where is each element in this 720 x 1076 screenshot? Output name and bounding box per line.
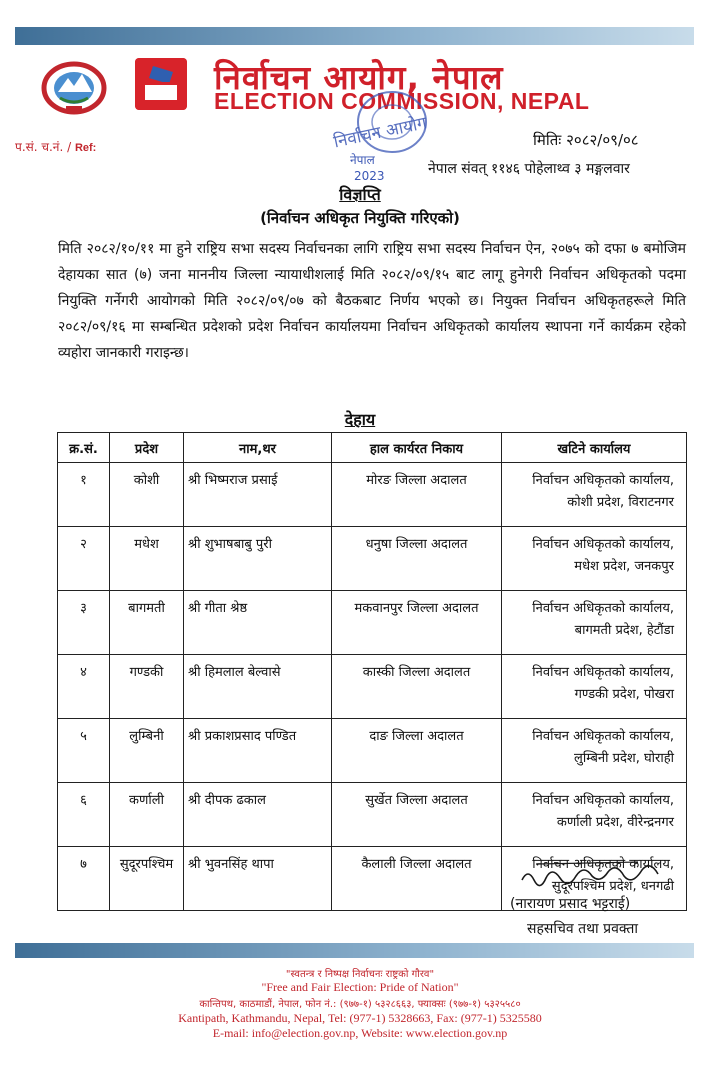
- cell-name: श्री गीता श्रेष्ठ: [184, 591, 332, 655]
- notice-title-text: विज्ञप्ति: [339, 185, 381, 204]
- cell-sn: ७: [58, 847, 110, 911]
- footer-contact: E-mail: info@election.gov.np, Website: www.election.gov.np: [212, 1026, 508, 1040]
- list-heading: [0, 408, 720, 430]
- cell-assigned-office: [502, 591, 687, 655]
- office-line-1: निर्वाचन अधिकृतको कार्यालय,: [532, 601, 674, 616]
- cell-current-office: दाङ जिल्ला अदालत: [332, 719, 502, 783]
- office-line-1: निर्वाचन अधिकृतको कार्यालय,: [532, 857, 674, 872]
- office-line-2: कोशी प्रदेश, विराटनगर: [567, 495, 674, 510]
- table-row: [58, 463, 687, 527]
- reference-line: [15, 138, 96, 155]
- cell-province: गण्डकी: [110, 655, 184, 719]
- office-line-1: निर्वाचन अधिकृतको कार्यालय,: [532, 665, 674, 680]
- stamp-year: 2023: [354, 169, 385, 183]
- col-header-province: प्रदेश: [110, 433, 184, 463]
- table-row: [58, 591, 687, 655]
- cell-assigned-office: [502, 655, 687, 719]
- official-stamp: [330, 88, 438, 184]
- cell-province: कोशी: [110, 463, 184, 527]
- cell-sn: ४: [58, 655, 110, 719]
- cell-province: सुदूरपश्चिम: [110, 847, 184, 911]
- cell-name: श्री प्रकाशप्रसाद पण्डित: [184, 719, 332, 783]
- office-line-2: बागमती प्रदेश, हेटौंडा: [574, 623, 674, 638]
- appointment-table: [57, 432, 687, 911]
- ballot-box-logo-icon: [135, 58, 187, 110]
- table-header-row: [58, 433, 687, 463]
- table-row: [58, 527, 687, 591]
- cell-assigned-office: [502, 719, 687, 783]
- col-header-name: नाम,थर: [184, 433, 332, 463]
- stamp-text: निर्वाचन आयोग: [331, 113, 429, 153]
- cell-current-office: धनुषा जिल्ला अदालत: [332, 527, 502, 591]
- cell-assigned-office: [502, 783, 687, 847]
- reference-label-en: Ref:: [74, 142, 97, 154]
- footer-address-np: कान्तिपथ, काठमाडौं, नेपाल, फोन नं.: (९७७-१) ५३२८६६३, फ्याक्सः (९७७-१) ५३२५५८०: [199, 999, 521, 1010]
- office-line-2: गण्डकी प्रदेश, पोखरा: [574, 687, 674, 702]
- cell-sn: ५: [58, 719, 110, 783]
- office-line-1: निर्वाचन अधिकृतको कार्यालय,: [532, 537, 674, 552]
- office-line-1: निर्वाचन अधिकृतको कार्यालय,: [532, 473, 674, 488]
- cell-current-office: कास्की जिल्ला अदालत: [332, 655, 502, 719]
- office-line-2: लुम्बिनी प्रदेश, घोराही: [574, 751, 674, 766]
- cell-name: श्री हिमलाल बेल्वासे: [184, 655, 332, 719]
- cell-current-office: मकवानपुर जिल्ला अदालत: [332, 591, 502, 655]
- cell-current-office: मोरङ जिल्ला अदालत: [332, 463, 502, 527]
- nepal-emblem-icon: [38, 58, 110, 116]
- cell-assigned-office: [502, 463, 687, 527]
- org-name-english: ELECTION COMMISSION, NEPAL: [214, 88, 590, 114]
- col-header-current-office: हाल कार्यरत निकाय: [332, 433, 502, 463]
- reference-label-np: प.सं. च.नं. /: [15, 140, 75, 154]
- footer-address-en: Kantipath, Kathmandu, Nepal, Tel: (977-1) 5328663, Fax: (977-1) 5325580: [178, 1011, 542, 1025]
- notice-subtitle: (निर्वाचन अधिकृत नियुक्ति गरिएको): [260, 209, 460, 227]
- cell-assigned-office: [502, 527, 687, 591]
- cell-sn: २: [58, 527, 110, 591]
- cell-sn: ६: [58, 783, 110, 847]
- table-row: [58, 655, 687, 719]
- footer-band: [15, 943, 694, 958]
- office-line-2: मधेश प्रदेश, जनकपुर: [574, 559, 674, 574]
- org-name-nepali: निर्वाचन आयोग, नेपाल: [214, 58, 504, 97]
- office-line-2: कर्णाली प्रदेश, वीरेन्द्रनगर: [556, 815, 674, 830]
- cell-province: मधेश: [110, 527, 184, 591]
- date-line: मितिः २०८२/०९/०८: [533, 131, 639, 149]
- office-line-1: निर्वाचन अधिकृतको कार्यालय,: [532, 729, 674, 744]
- list-heading-text: देहाय: [344, 410, 376, 429]
- signatory-name: (नारायण प्रसाद भट्टराई): [510, 896, 631, 912]
- footer-motto-en: "Free and Fair Election: Pride of Nation": [261, 980, 459, 994]
- cell-name: श्री दीपक ढकाल: [184, 783, 332, 847]
- cell-province: कर्णाली: [110, 783, 184, 847]
- col-header-assigned-office: खटिने कार्यालय: [502, 433, 687, 463]
- cell-name: श्री भिष्मराज प्रसाई: [184, 463, 332, 527]
- signatory-title: सहसचिव तथा प्रवक्ता: [527, 921, 638, 937]
- handwritten-signature: [518, 858, 668, 890]
- col-header-sn: क्र.सं.: [58, 433, 110, 463]
- cell-province: लुम्बिनी: [110, 719, 184, 783]
- office-line-2: सुदूरपश्चिम प्रदेश, धनगढी: [551, 879, 674, 894]
- cell-name: श्री भुवनसिंह थापा: [184, 847, 332, 911]
- office-line-1: निर्वाचन अधिकृतको कार्यालय,: [532, 793, 674, 808]
- notice-body: मिति २०८२/१०/११ मा हुने राष्ट्रिय सभा सदस्य निर्वाचनका लागि राष्ट्रिय सभा सदस्य निर्वाचन ऐन, २०७५ को दफा ७ बमोजिम देहायका सात (७) जना माननीय जिल्ला न्यायाधीशलाई मिति २०८२/०९/१५ बाट लागू हुनेगरी निर्वाचन अधिकृतको पदमा नियुक्ति गर्नेगरी आयोगको मिति २०८२/०९/०७ को बैठकबाट निर्णय भएको छ। नियुक्त निर्वाचन अधिकृतहरूले मिति २०८२/०९/१६ मा सम्बन्धित प्रदेशको प्रदेश निर्वाचन कार्यालयमा निर्वाचन अधिकृतको कार्यालय स्थापना गर्ने कार्यक्रम रहेको व्यहोरा जानकारी गराइन्छ।: [58, 241, 686, 361]
- cell-name: श्री शुभाषबाबु पुरी: [184, 527, 332, 591]
- nepal-sambat-date: नेपाल संवत् ११४६ पोहेलाथ्व ३ मङ्गलवार: [428, 161, 630, 177]
- table-row: [58, 719, 687, 783]
- notice-title: [0, 183, 720, 205]
- header-band: [15, 27, 694, 45]
- cell-sn: १: [58, 463, 110, 527]
- stamp-sub: नेपाल: [350, 153, 375, 167]
- footer-motto-np: "स्वतन्त्र र निष्पक्ष निर्वाचनः राष्ट्रको गौरव": [285, 969, 435, 980]
- cell-current-office: कैलाली जिल्ला अदालत: [332, 847, 502, 911]
- table-row: [58, 783, 687, 847]
- cell-current-office: सुर्खेत जिल्ला अदालत: [332, 783, 502, 847]
- cell-sn: ३: [58, 591, 110, 655]
- cell-province: बागमती: [110, 591, 184, 655]
